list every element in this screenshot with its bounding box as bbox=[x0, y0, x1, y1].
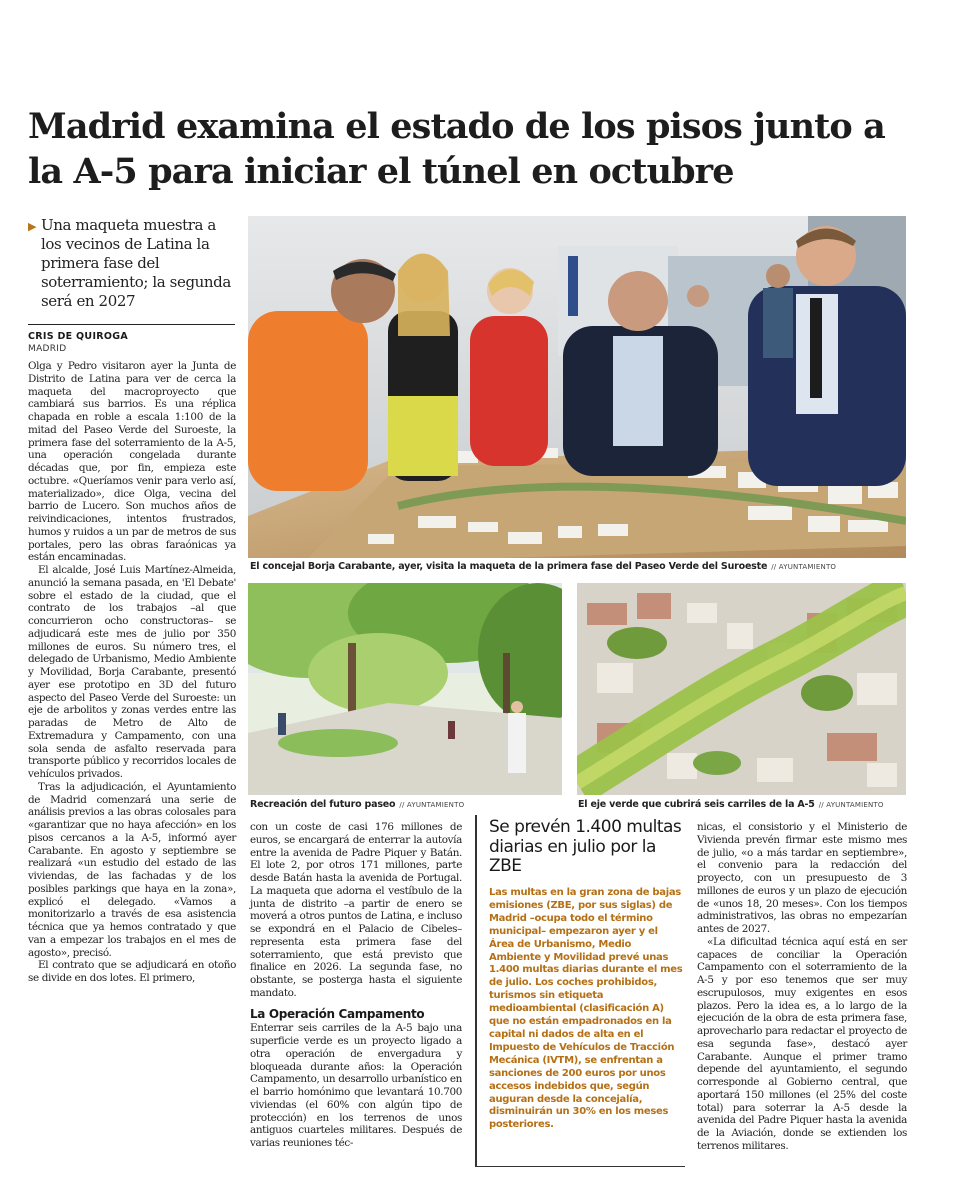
headline: Madrid examina el estado de los pisos junto a la A-5 para iniciar el túnel en octubre bbox=[28, 106, 885, 192]
section-subhead: La Operación Campamento bbox=[250, 1006, 425, 1021]
photo-recreacion-paseo bbox=[248, 583, 562, 795]
body-column-2 bbox=[250, 821, 462, 1150]
sidebar-zbe bbox=[475, 815, 685, 1167]
paragraph: El alcalde, José Luis Martínez-Almeida, anunció la semana pasada, en 'El Debate' sobre el estado de la ciudad, que el contrato de los trabajos –al que concurrieron ocho constructoras– se adjudicará este mes de julio por 350 millones de euros. Su número tres, el delegado de Urbanismo, Medio Ambiente y Movilidad, Borja Carabante, presentó ayer ese prototipo en 3D del futuro aspecto del Paseo Verde del Suroeste: un eje de arbolitos y zonas verdes entre las paradas de Metro de Alto de Extremadura y Campamento, con una sola senda de asfalto reservada para transporte público y recorridos locales de vehículos privados. bbox=[28, 564, 236, 780]
paragraph: con un coste de casi 176 millones de euros, se encargará de enterrar la autovía entre la avenida de Padre Piquer y Batán. El lote 2, por otros 171 millones, parte desde Batán hasta la avenida de Portugal. La maqueta que adorna el vestíbulo de la junta de distrito –a partir de enero se moverá a otros puntos de Latina, e incluso se expondrá en el Palacio de Cibeles– representa esta primera fase del soterramiento, que está previsto que finalice en 2026. La segunda fase, no obstante, se posterga hasta el siguiente mandato. bbox=[250, 821, 462, 999]
caption-text: El concejal Borja Carabante, ayer, visita la maqueta de la primera fase del Paseo Verde del Suroeste bbox=[250, 561, 768, 572]
sidebar-body: Las multas en la gran zona de bajas emisiones (ZBE, por sus siglas) de Madrid –ocupa todo el término municipal– empezaron ayer y el Área de Urbanismo, Medio Ambiente y Movilidad prevé unas 1.400 multas diarias durante el mes de julio. Los coches prohibidos, turismos sin etiqueta medioambiental (clasificación A) que no están empadronados en la capital ni dados de alta en el Impuesto de Vehículos de Tracción Mecánica (IVTM), se enfrentan a sanciones de 200 euros por unos accesos indebidos que, según auguran desde la concejalía, disminuirán un 30% en los meses posteriores. bbox=[489, 887, 683, 1131]
photo-maqueta bbox=[248, 216, 906, 558]
photo-caption-main bbox=[250, 561, 836, 572]
photo-credit: // AYUNTAMIENTO bbox=[771, 563, 837, 571]
deck bbox=[28, 216, 236, 311]
byline-rule bbox=[28, 324, 235, 325]
body-column-4 bbox=[697, 821, 907, 1153]
photo-credit: // AYUNTAMIENTO bbox=[399, 801, 465, 809]
paragraph: Tras la adjudicación, el Ayuntamiento de Madrid comenzará una serie de análisis previos a las obras colosales para «garantizar que no haya afección» en los pisos cercanos a la A-5, informó ayer Carabante. En agosto y septiembre se realizará «un estudio del estado de las viviendas, de las fachadas y de los posibles parkings que haya en la zona», explicó el delegado. «Vamos a monitorizarlo a través de esa asistencia técnica que ya hemos contratado y que van a empezar los trabajos en el mes de agosto», precisó. bbox=[28, 780, 236, 959]
caption-text: El eje verde que cubrirá seis carriles de la A-5 bbox=[578, 799, 815, 810]
photo-caption-right bbox=[578, 799, 884, 810]
sidebar-divider bbox=[475, 815, 477, 1167]
photo-credit: // AYUNTAMIENTO bbox=[818, 801, 884, 809]
photo-caption-left bbox=[250, 799, 464, 810]
sidebar-headline: Se prevén 1.400 multas diarias en julio por la ZBE bbox=[489, 817, 682, 876]
body-column-1 bbox=[28, 360, 236, 985]
sidebar-bottom-rule bbox=[475, 1166, 685, 1167]
caption-text: Recreación del futuro paseo bbox=[250, 799, 396, 810]
paragraph: nicas, el consistorio y el Ministerio de Vivienda prevén firmar este mismo mes de julio, «o a más tardar en septiembre», el convenio para la redacción del proyecto, con un presupuesto de 3 millones de euros y un plazo de ejecución de «unos 18, 20 meses». Con los tiempos administrativos, las obras no empezarían antes de 2027. bbox=[697, 821, 907, 935]
deck-text: Una maqueta muestra a los vecinos de Latina la primera fase del soterramiento; la segunda será en 2027 bbox=[41, 216, 231, 310]
photo-eje-verde-aereo bbox=[577, 583, 906, 795]
byline: CRIS DE QUIROGA bbox=[28, 331, 129, 342]
triangle-bullet-icon: ▶ bbox=[28, 220, 37, 233]
paragraph: El contrato que se adjudicará en otoño se divide en dos lotes. El primero, bbox=[28, 959, 236, 984]
paragraph: «La dificultad técnica aquí está en ser capaces de conciliar la Operación Campamento con el soterramiento de la A-5 y por eso tenemos que ser muy escrupulosos, muy exigentes en esos plazos. Pero la idea es, a lo largo de la ejecución de la obra de esta primera fase, aprovecharlo para redactar el proyecto de esa segunda fase», destacó ayer Carabante. Aunque el primer tramo depende del ayuntamiento, el segundo corresponde al Gobierno central, que aportará 150 millones (el 25% del coste total) para soterrar la A-5 desde la avenida del Padre Piquer hasta la avenida de la Aviación, donde se extienden los terrenos militares. bbox=[697, 935, 907, 1152]
dateline: MADRID bbox=[28, 344, 67, 354]
paragraph: Enterrar seis carriles de la A-5 bajo una superficie verde es un proyecto ligado a otra operación de envergadura y bloqueada durante años: la Operación Campamento, un desarrollo urbanístico en el barrio homónimo que levantará 10.700 viviendas (el 60% con algún tipo de protección) en los terrenos de unos antiguos cuarteles militares. Después de varias reuniones téc- bbox=[250, 1022, 462, 1149]
paragraph: Olga y Pedro visitaron ayer la Junta de Distrito de Latina para ver de cerca la maqueta del macroproyecto que cambiará sus barrios. Es una réplica chapada en roble a escala 1:100 de la mitad del Paseo Verde del Suroeste, la primera fase del soterramiento de la A-5, una operación congelada durante décadas que, por fin, empieza este octubre. «Queríamos venir para verlo así, materializado», dice Olga, vecina del barrio de Lucero. Son muchos años de reivindicaciones, intentos frustrados, humos y ruidos a un par de metros de sus portales, pero las obras faraónicas ya están encaminadas. bbox=[28, 360, 236, 564]
